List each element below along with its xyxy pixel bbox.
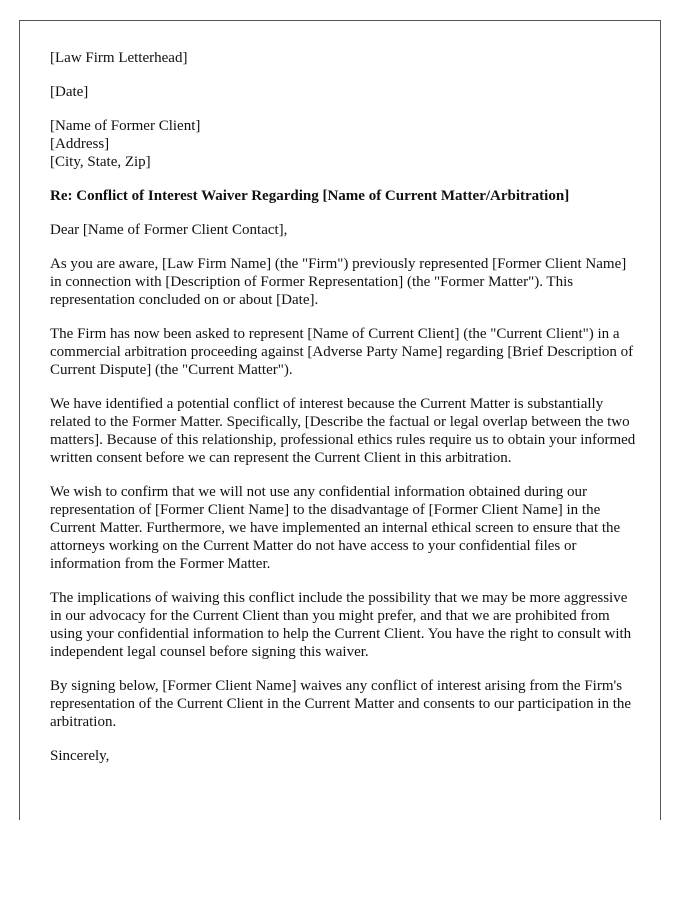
recipient-city: [City, State, Zip]: [50, 154, 151, 170]
letterhead: [Law Firm Letterhead]: [50, 50, 188, 66]
paragraph-implications: The implications of waiving this conflict include the possibility that we may be more aggressive in our advocacy for the Current Client than you might prefer, and that we are prohibited from using your confidential information to help the Current Client. You have the right to consult with independent legal counsel before signing this waiver.: [50, 590, 632, 660]
subject-line: Re: Conflict of Interest Waiver Regarding [Name of Current Matter/Arbitration]: [50, 188, 570, 204]
recipient-street: [Address]: [50, 136, 110, 152]
letter-body: [50, 49, 640, 765]
letter-date: [Date]: [50, 84, 89, 100]
paragraph-conflict-identified: We have identified a potential conflict of interest because the Current Matter is substantially related to the Former Matter. Specifically, [Describe the factual or legal overlap between the two matters]. Because of this relationship, professional ethics rules require us to obtain your informed written consent before we can represent the Current Client in this arbitration.: [50, 396, 636, 466]
paragraph-confidentiality: We wish to confirm that we will not use any confidential information obtained during our representation of [Former Client Name] to the disadvantage of [Former Client Name] in the Current Matter. Furthermore, we have implemented an internal ethical screen to ensure that the attorneys working on the Current Matter do not have access to your confidential files or information from the Former Matter.: [50, 484, 621, 572]
salutation: Dear [Name of Former Client Contact],: [50, 222, 288, 238]
closing: Sincerely,: [50, 748, 110, 764]
recipient-name: [Name of Former Client]: [50, 118, 201, 134]
recipient-address: [50, 117, 640, 171]
paragraph-prior-representation: As you are aware, [Law Firm Name] (the "Firm") previously represented [Former Client Name] in connection with [Description of Former Representation] (the "Former Matter"). This representation concluded on or about [Date].: [50, 256, 627, 308]
paragraph-current-matter: The Firm has now been asked to represent [Name of Current Client] (the "Current Client") in a commercial arbitration proceeding against [Adverse Party Name] regarding [Brief Description of Current Dispute] (the "Current Matter").: [50, 326, 634, 378]
paragraph-waiver-consent: By signing below, [Former Client Name] waives any conflict of interest arising from the Firm's representation of the Current Client in the Current Matter and consents to our participation in the arbitration.: [50, 678, 632, 730]
letter-page: [19, 20, 661, 820]
